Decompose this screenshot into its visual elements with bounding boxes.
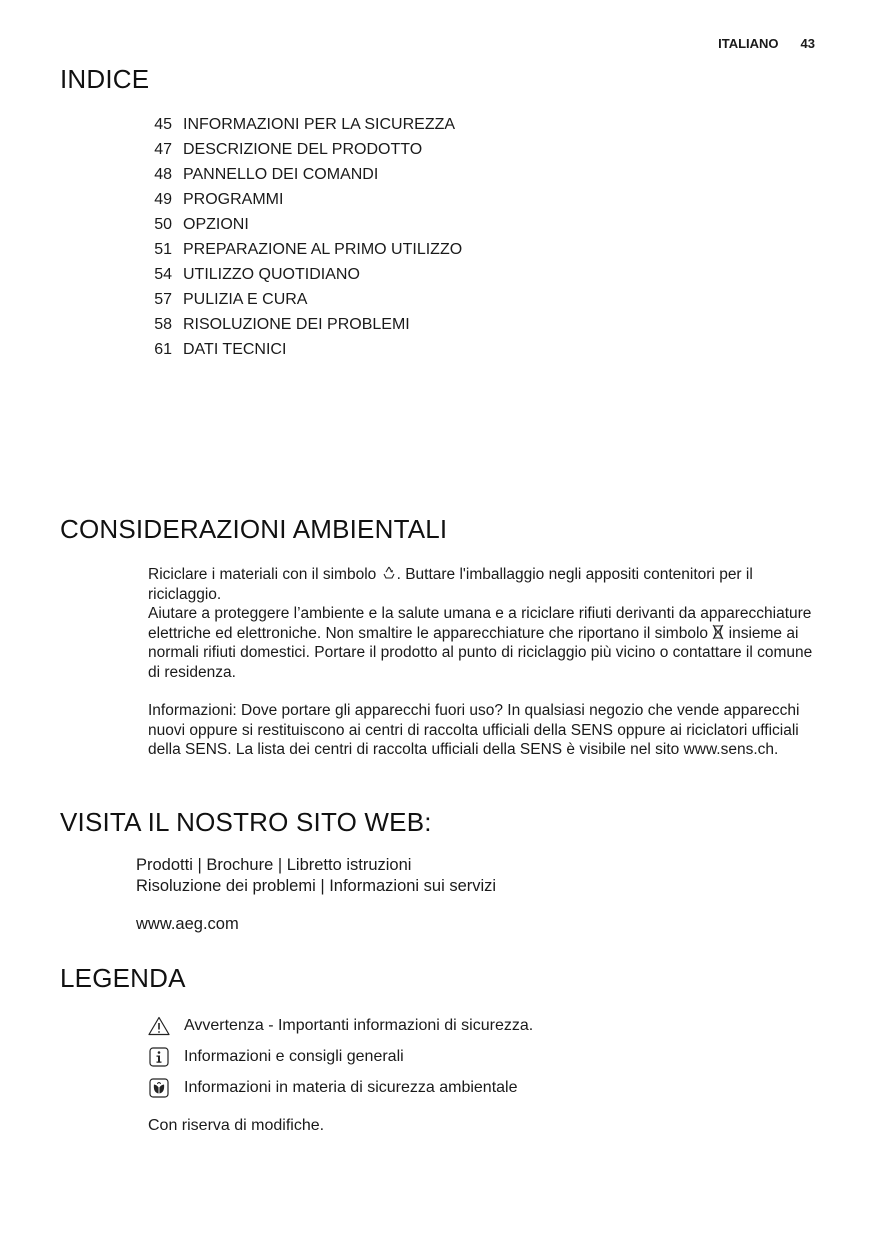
environment-paragraph-2: Informazioni: Dove portare gli apparecchi fuori uso? In qualsiasi negozio che vende apparecchi nuovi oppure si restituiscono ai centri di raccolta ufficiali della SENS oppure ai riciclatori ufficiali della SENS. La lista dei centri di raccolta ufficiali della SENS è visibile nel sito www.sens.ch. — [148, 702, 800, 758]
legend-label: Informazioni e consigli generali — [184, 1047, 404, 1065]
index-item-page: 58 — [154, 315, 172, 333]
index-item-page: 61 — [154, 340, 172, 358]
index-title: INDICE — [60, 64, 150, 94]
legend-label: Avvertenza - Importanti informazioni di sicurezza. — [184, 1016, 534, 1034]
index-item-page: 45 — [154, 115, 172, 133]
index-item-label: DESCRIZIONE DEL PRODOTTO — [183, 140, 423, 158]
index-item[interactable] — [148, 237, 462, 262]
legend-item — [148, 1072, 533, 1103]
website-line-1: Prodotti | Brochure | Libretto istruzioni — [136, 856, 412, 874]
index-item[interactable] — [148, 337, 462, 362]
index-item[interactable] — [148, 287, 462, 312]
recycle-icon — [381, 565, 397, 581]
index-item[interactable] — [148, 162, 462, 187]
legend-item — [148, 1010, 533, 1041]
info-icon — [148, 1046, 170, 1068]
index-item[interactable] — [148, 137, 462, 162]
index-item-label: UTILIZZO QUOTIDIANO — [183, 265, 360, 283]
environment-paragraph-1 — [148, 565, 826, 682]
index-item-page: 50 — [154, 215, 172, 233]
website-line-2: Risoluzione dei problemi | Informazioni sui servizi — [136, 877, 497, 895]
index-item[interactable] — [148, 312, 462, 337]
index-item-label: OPZIONI — [183, 215, 249, 233]
index-item-page: 48 — [154, 165, 172, 183]
environment-text-c: Aiutare a proteggere l’ambiente e la salute umana e a riciclare rifiuti derivanti da apparecchiature elettriche ed elettroniche. Non smaltire le apparecchiature che riportano il simbolo — [148, 605, 812, 642]
website-title: VISITA IL NOSTRO SITO WEB: — [60, 807, 432, 837]
index-item-page: 57 — [154, 290, 172, 308]
header-language: ITALIANO — [718, 36, 779, 51]
index-item-label: RISOLUZIONE DEI PROBLEMI — [183, 315, 410, 333]
index-item-page: 54 — [154, 265, 172, 283]
page-header — [718, 36, 815, 51]
index-item-page: 49 — [154, 190, 172, 208]
environment-text-d: insieme ai normali rifiuti domestici. Portare il prodotto al punto di riciclaggio più vicino o contattare il comune di residenza. — [148, 624, 813, 681]
environment-text-a: Riciclare i materiali con il simbolo — [148, 566, 377, 583]
legend-note: Con riserva di modifiche. — [148, 1117, 325, 1134]
environment-icon — [148, 1077, 170, 1099]
index-item-page: 51 — [154, 240, 172, 258]
warning-icon — [148, 1015, 170, 1037]
website-url[interactable]: www.aeg.com — [136, 915, 239, 933]
environment-text-b: . Buttare l'imballaggio negli appositi contenitori per il riciclaggio. — [148, 566, 753, 603]
index-item-page: 47 — [154, 140, 172, 158]
index-item-label: INFORMAZIONI PER LA SICUREZZA — [183, 115, 456, 133]
legend-label: Informazioni in materia di sicurezza ambientale — [184, 1078, 518, 1096]
legend-list — [148, 1010, 533, 1135]
header-page-number: 43 — [800, 36, 815, 51]
index-item[interactable] — [148, 212, 462, 237]
index-item[interactable] — [148, 262, 462, 287]
index-item[interactable] — [148, 187, 462, 212]
legend-item — [148, 1041, 533, 1072]
index-item-label: PANNELLO DEI COMANDI — [183, 165, 379, 183]
index-item[interactable] — [148, 112, 462, 137]
index-list — [148, 112, 462, 362]
environment-title: CONSIDERAZIONI AMBIENTALI — [60, 514, 448, 544]
website-links — [136, 855, 496, 897]
waste-bin-icon — [712, 624, 724, 640]
legend-title: LEGENDA — [60, 963, 186, 993]
index-item-label: PROGRAMMI — [183, 190, 284, 208]
index-item-label: PULIZIA E CURA — [183, 290, 308, 308]
index-item-label: DATI TECNICI — [183, 340, 287, 358]
index-item-label: PREPARAZIONE AL PRIMO UTILIZZO — [183, 240, 463, 258]
